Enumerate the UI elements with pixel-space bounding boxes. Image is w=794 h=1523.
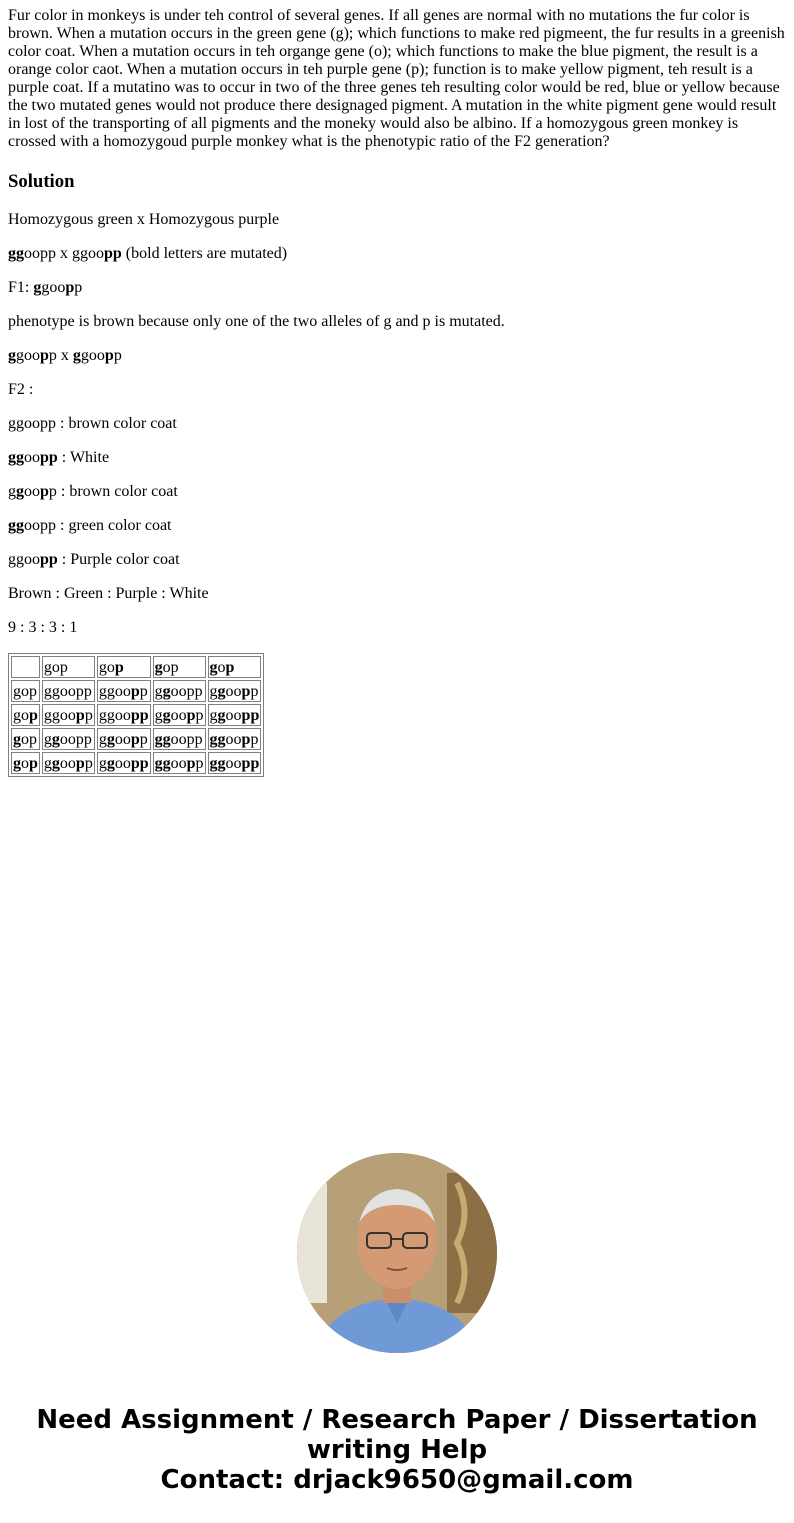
punnett-cell: ggoopp (97, 680, 151, 702)
punnett-cell: ggoopp (97, 704, 151, 726)
punnett-row-header: gop (11, 704, 40, 726)
punnett-row-header: gop (11, 752, 40, 774)
punnett-row (11, 680, 261, 702)
punnett-cell: ggoopp (208, 704, 262, 726)
punnett-cell: ggoopp (42, 752, 95, 774)
punnett-header-cell: gop (97, 656, 151, 678)
solution-lines (8, 211, 786, 637)
punnett-corner-cell (11, 656, 40, 678)
question-text: Fur color in monkeys is under teh control of several genes. If all genes are normal with no mutations the fur color is brown. When a mutation occurs in the green gene (g); which functions to make red pigmeent, the fur results in a greenish color coat. When a mutation occurs in teh organge gene (o); which functions to make the blue pigment, the result is a orange color caot. When a mutation occurs in teh purple gene (p); function is to make yellow pigment, teh result is a purple coat. If a mutatino was to occur in two of the three genes teh resulting color would be red, blue or yellow because the two mutated genes would not produce there designaged pigment. A mutation in the white pigment gene would result in lost of the transporting of all pigments and the moneky would also be albino. If a homozygous green monkey is crossed with a homozygoud purple monkey what is the phenotypic ratio of the F2 generation? (8, 7, 785, 150)
f2-label: F2 : (8, 381, 34, 398)
cross-genotype: ggoopp x ggoopp (bold letters are mutated) (8, 245, 288, 262)
f2-result-3: ggoopp : brown color coat (8, 483, 178, 500)
punnett-row-header: gop (11, 728, 40, 750)
punnett-cell: ggoopp (97, 752, 151, 774)
punnett-cell: ggoopp (153, 680, 206, 702)
promo-footer (0, 1405, 794, 1495)
punnett-row (11, 704, 261, 726)
f2-result-2: ggoopp : White (8, 449, 110, 466)
punnett-header-row (11, 656, 261, 678)
punnett-cell: ggoopp (208, 728, 262, 750)
solution-heading: Solution (8, 171, 75, 192)
f2-result-5: ggoopp : Purple color coat (8, 551, 180, 568)
author-avatar (297, 1153, 497, 1353)
punnett-header-cell: gop (208, 656, 262, 678)
ratio-labels: Brown : Green : Purple : White (8, 585, 209, 602)
person-photo-icon (297, 1153, 497, 1353)
f1-cross: ggoopp x ggoopp (8, 347, 122, 364)
punnett-cell: ggoopp (97, 728, 151, 750)
answer-content (8, 7, 786, 777)
cross-description: Homozygous green x Homozygous purple (8, 211, 280, 228)
ratio-values: 9 : 3 : 3 : 1 (8, 619, 78, 636)
punnett-cell: ggoopp (208, 680, 262, 702)
punnett-header-cell: gop (153, 656, 206, 678)
punnett-row (11, 728, 261, 750)
punnett-header-cell: gop (42, 656, 95, 678)
f2-result-4: ggoopp : green color coat (8, 517, 172, 534)
punnett-cell: ggoopp (208, 752, 262, 774)
punnett-cell: ggoopp (153, 704, 206, 726)
punnett-cell: ggoopp (153, 728, 206, 750)
f1-phenotype: phenotype is brown because only one of the two alleles of g and p is mutated. (8, 313, 505, 330)
punnett-cell: ggoopp (42, 728, 95, 750)
punnett-cell: ggoopp (42, 704, 95, 726)
f2-result-1: ggoopp : brown color coat (8, 415, 177, 432)
punnett-square (8, 653, 264, 777)
punnett-row-header: gop (11, 680, 40, 702)
contact-line: Contact: drjack9650@gmail.com (160, 1465, 634, 1495)
promo-line-2: writing Help (306, 1435, 488, 1465)
f1-genotype: F1: ggoopp (8, 279, 83, 296)
promo-line-1: Need Assignment / Research Paper / Dissertation (36, 1405, 758, 1435)
punnett-cell: ggoopp (153, 752, 206, 774)
punnett-row (11, 752, 261, 774)
punnett-cell: ggoopp (42, 680, 95, 702)
